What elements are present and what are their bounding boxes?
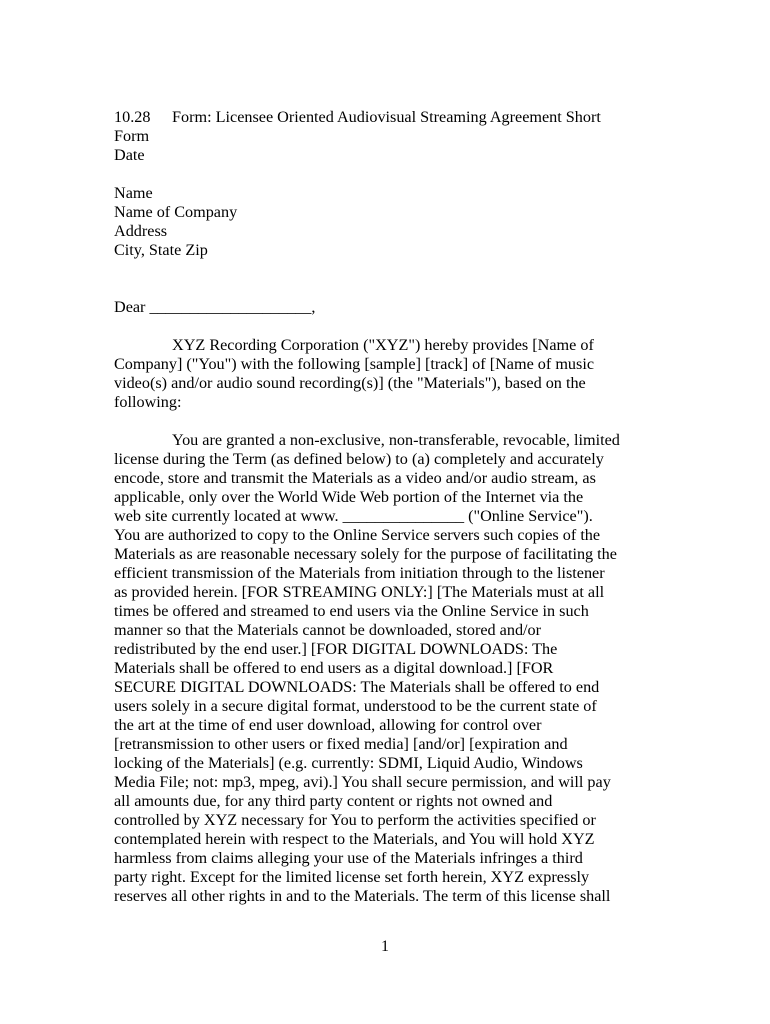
body-line: as provided herein. [FOR STREAMING ONLY:] [The Materials must at all <box>114 583 605 601</box>
intro-line: Company] ("You") with the following [sample] [track] of [Name of music <box>114 355 595 373</box>
body-line: locking of the Materials] (e.g. currently: SDMI, Liquid Audio, Windows <box>114 754 583 772</box>
salutation <box>114 298 674 317</box>
body-line: controlled by XYZ necessary for You to perform the activities specified or <box>114 811 596 829</box>
body-line: manner so that the Materials cannot be downloaded, stored and/or <box>114 621 542 639</box>
recipient-address: Address <box>114 222 168 240</box>
body-line: the art at the time of end user download, allowing for control over <box>114 716 542 734</box>
intro-line: following: <box>114 393 182 411</box>
intro-line: video(s) and/or audio sound recording(s)] (the "Materials"), based on the <box>114 374 586 392</box>
body-line: license during the Term (as defined below) to (a) completely and accurately <box>114 450 604 468</box>
body-line: efficient transmission of the Materials from initiation through to the listener <box>114 564 605 582</box>
body-line: Materials shall be offered to end users as a digital download.] [FOR <box>114 659 554 677</box>
form-title: Form: Licensee Oriented Audiovisual Streaming Agreement Short <box>172 108 601 126</box>
body-line: party right. Except for the limited license set forth herein, XYZ expressly <box>114 868 590 886</box>
recipient-name: Name <box>114 184 153 202</box>
intro-paragraph <box>114 336 674 412</box>
body-line: web site currently located at www. _______________ ("Online Service"). <box>114 507 593 525</box>
form-heading <box>114 108 674 165</box>
body-line: redistributed by the end user.] [FOR DIGITAL DOWNLOADS: The <box>114 640 558 658</box>
salutation-line: Dear ____________________, <box>114 298 316 316</box>
intro-line: XYZ Recording Corporation ("XYZ") hereby provides [Name of <box>172 336 594 354</box>
section-number: 10.28 <box>114 108 151 126</box>
body-line: users solely in a secure digital format, understood to be the current state of <box>114 697 597 715</box>
body-line: Materials as are reasonable necessary solely for the purpose of facilitating the <box>114 545 617 563</box>
body-line: [retransmission to other users or fixed media] [and/or] [expiration and <box>114 735 568 753</box>
page-number: 1 <box>381 938 389 955</box>
form-title-continuation: Form <box>114 127 150 145</box>
body-line: SECURE DIGITAL DOWNLOADS: The Materials shall be offered to end <box>114 678 600 696</box>
body-line: You are granted a non-exclusive, non-transferable, revocable, limited <box>172 431 620 449</box>
body-line: contemplated herein with respect to the Materials, and You will hold XYZ <box>114 830 595 848</box>
date-label: Date <box>114 146 145 164</box>
body-line: applicable, only over the World Wide Web portion of the Internet via the <box>114 488 584 506</box>
address-block <box>114 184 674 260</box>
license-paragraph <box>114 431 674 906</box>
recipient-company: Name of Company <box>114 203 238 221</box>
body-line: reserves all other rights in and to the Materials. The term of this license shall <box>114 887 611 905</box>
recipient-city-state-zip: City, State Zip <box>114 241 208 259</box>
body-line: harmless from claims alleging your use of the Materials infringes a third <box>114 849 583 867</box>
body-line: encode, store and transmit the Materials as a video and/or audio stream, as <box>114 469 596 487</box>
body-line: Media File; not: mp3, mpeg, avi).] You shall secure permission, and will pay <box>114 773 611 791</box>
body-line: You are authorized to copy to the Online Service servers such copies of the <box>114 526 601 544</box>
body-line: all amounts due, for any third party content or rights not owned and <box>114 792 553 810</box>
body-line: times be offered and streamed to end users via the Online Service in such <box>114 602 589 620</box>
